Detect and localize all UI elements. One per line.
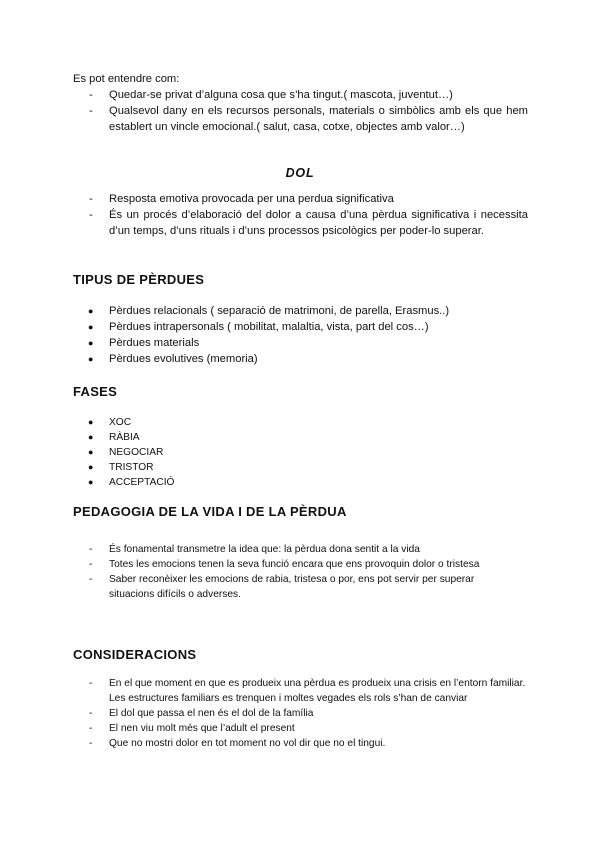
fases-section	[73, 415, 528, 490]
intro-list	[73, 87, 528, 135]
bullet-marker: ●	[88, 417, 94, 427]
section-heading-consideracions: CONSIDERACIONS	[73, 647, 197, 662]
list-item: - Que no mostri dolor en tot moment no vol dir que no el tingui.	[89, 738, 386, 749]
intro-lead: Es pot entendre com:	[73, 73, 180, 85]
pedagogia-list	[73, 542, 483, 602]
list-item: ● RÀBIA	[88, 432, 140, 443]
list-item: - Saber reconèixer les emocions de rabia, tristesa o por, ens pot servir per superar situacions difícils o adverses.	[89, 574, 475, 600]
consideracions-section	[73, 676, 528, 751]
list-item: - Qualsevol dany en els recursos personals, materials o simbòlics amb els que hem establert un vincle emocional.( salut, casa, cotxe, objectes amb valor…)	[89, 105, 528, 133]
tipus-section	[73, 303, 528, 367]
list-item: ● TRISTOR	[88, 462, 154, 473]
list-item: - Quedar-se privat d’alguna cosa que s’ha tingut.( mascota, juventut…)	[89, 89, 453, 101]
dash-marker: -	[89, 105, 93, 117]
intro-section	[73, 71, 528, 135]
dash-marker: -	[89, 89, 93, 101]
list-item: ● Pèrdues relacionals ( separació de matrimoni, de parella, Erasmus..)	[88, 305, 450, 317]
tipus-list	[73, 303, 528, 367]
dash-marker: -	[89, 209, 93, 221]
pedagogia-section	[73, 542, 483, 602]
section-heading-fases: FASES	[73, 384, 118, 399]
bullet-marker: ●	[88, 306, 94, 316]
bullet-marker: ●	[88, 477, 94, 487]
bullet-marker: ●	[88, 462, 94, 472]
list-item: ● NEGOCIAR	[88, 447, 164, 458]
bullet-marker: ●	[88, 322, 94, 332]
list-item: - Totes les emocions tenen la seva funció encara que ens provoquin dolor o tristesa	[89, 559, 480, 570]
list-item: - És un procés d’elaboració del dolor a causa d’una pèrdua significativa i necessita d’un temps, d’uns rituals i d’uns processos psicològics per poder-lo superar.	[89, 209, 528, 237]
list-item: - En el que moment en que es produeix una pèrdua es produeix una crisis en l’entorn familiar. Les estructures familiars es trenquen i moltes vegades els rols s’han de canviar	[89, 678, 526, 704]
dash-marker: -	[89, 193, 93, 205]
list-item: ● Pèrdues materials	[88, 337, 200, 349]
dol-list	[73, 191, 528, 239]
list-item: ● XOC	[88, 417, 132, 428]
dash-marker: -	[89, 678, 93, 689]
section-title-dol: DOL	[285, 166, 315, 180]
dash-marker: -	[89, 574, 93, 585]
list-item: - És fonamental transmetre la idea que: la pèrdua dona sentit a la vida	[89, 544, 420, 555]
list-item: ● Pèrdues evolutives (memoria)	[88, 353, 258, 365]
bullet-marker: ●	[88, 432, 94, 442]
section-heading-pedagogia: PEDAGOGIA DE LA VIDA I DE LA PÈRDUA	[73, 504, 347, 519]
list-item: ● Pèrdues intrapersonals ( mobilitat, malaltia, vista, part del cos…)	[88, 321, 429, 333]
dash-marker: -	[89, 544, 93, 555]
dash-marker: -	[89, 738, 93, 749]
bullet-marker: ●	[88, 447, 94, 457]
bullet-marker: ●	[88, 338, 94, 348]
consideracions-list	[73, 676, 528, 751]
list-item: - El nen viu molt més que l’adult el present	[89, 723, 295, 734]
dash-marker: -	[89, 708, 93, 719]
dash-marker: -	[89, 559, 93, 570]
fases-list	[73, 415, 528, 490]
section-heading-tipus: TIPUS DE PÈRDUES	[73, 272, 205, 287]
list-item: ● ACCEPTACIÓ	[88, 477, 175, 488]
dol-section	[73, 191, 528, 239]
bullet-marker: ●	[88, 354, 94, 364]
list-item: - El dol que passa el nen és el dol de la família	[89, 708, 314, 719]
list-item: - Resposta emotiva provocada per una perdua significativa	[89, 193, 394, 205]
dash-marker: -	[89, 723, 93, 734]
